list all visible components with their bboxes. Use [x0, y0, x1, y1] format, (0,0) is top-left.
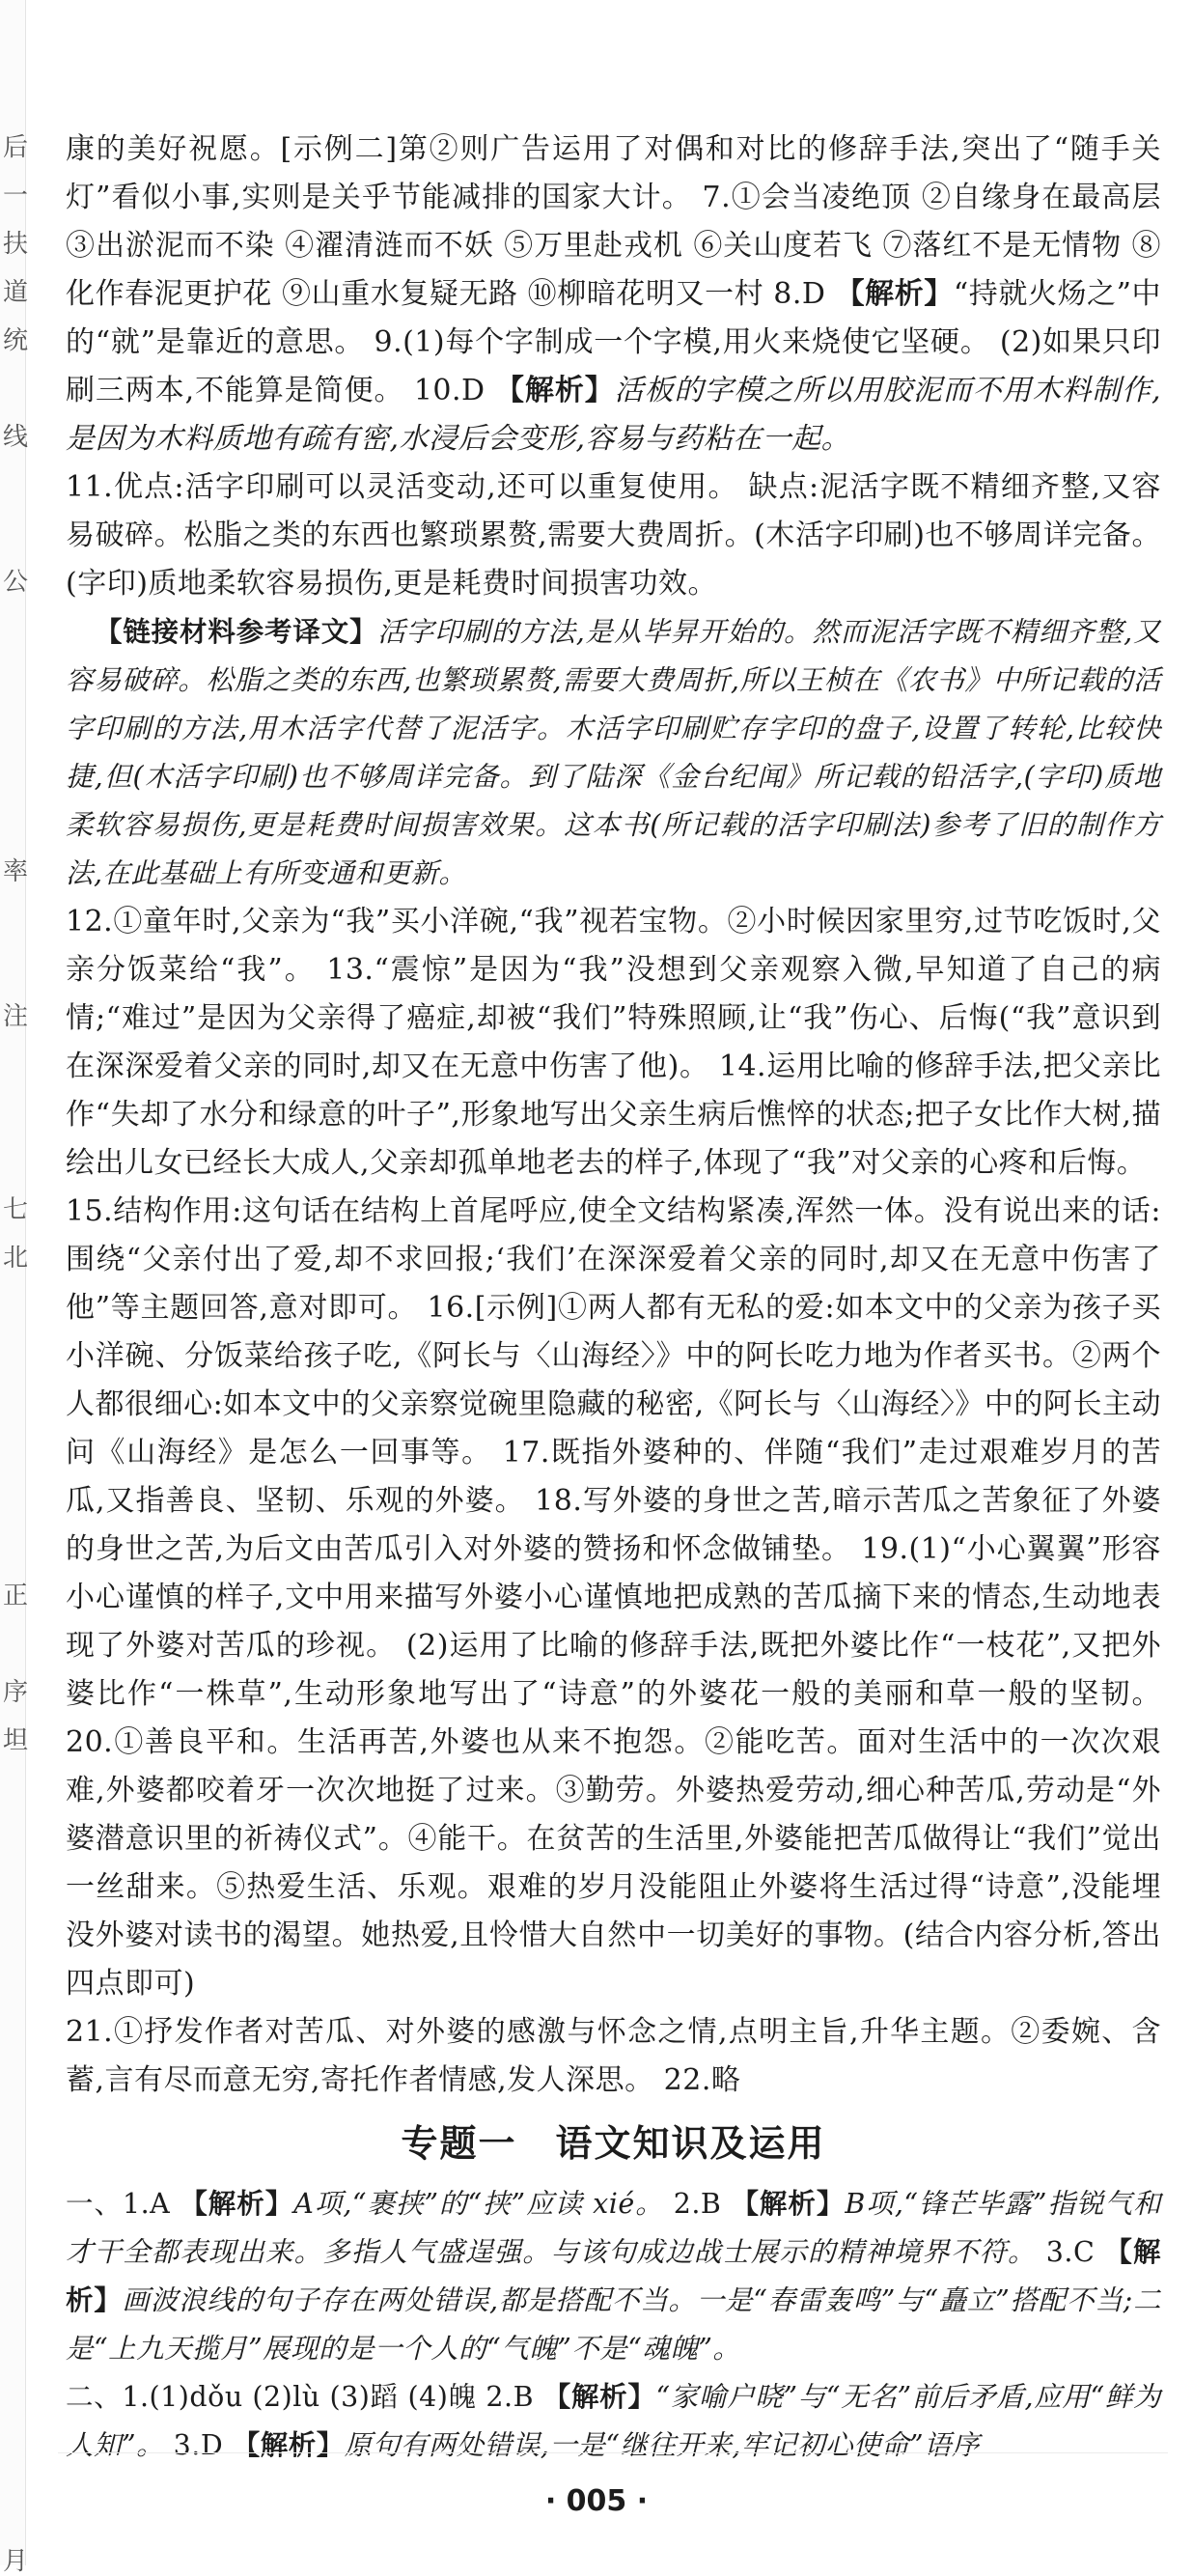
answer-content — [66, 126, 1161, 2470]
bottom-divider — [58, 2452, 1168, 2453]
gutter-char: 道 — [3, 278, 29, 307]
gutter-char: 后 — [3, 133, 29, 162]
gutter-char: 率 — [3, 857, 29, 886]
analysis-tag: 【解析】 — [542, 2381, 656, 2413]
analysis-tag: 【解析】 — [835, 277, 954, 311]
link-material-translation — [66, 608, 1161, 898]
analysis-tag: 【解析】 — [495, 374, 615, 407]
analysis-tag: 【解析】 — [180, 2188, 294, 2220]
gutter-char: 统 — [3, 326, 29, 355]
gutter-char: 正 — [3, 1582, 29, 1610]
analysis-text: “持就火炀之”中的“就”是靠近的意思。 — [66, 277, 1161, 359]
answer-label: 2.B — [663, 2188, 732, 2220]
analysis-tag: 【解析】 — [66, 2236, 1161, 2316]
analysis-tag: 【解析】 — [731, 2188, 846, 2220]
answer-label: 3.D — [164, 2429, 233, 2461]
analysis-text: 活板的字模之所以用胶泥而不用木料制作,是因为木料质地有疏有密,水浸后会变形,容易与药粘在一起。 — [66, 374, 1161, 456]
analysis-text: B项,“锋芒毕露”指锐气和才干全都表现出来。多指人气盛逞强。与该句成边战士展示的精神境界不符。 — [66, 2188, 1161, 2268]
answer-text: 9.(1)每个字制成一个字模,用火来烧使它坚硬。 (2)如果只印刷三两本,不能算是简便。 10.D — [66, 325, 1161, 407]
answer-paragraph-11: 11.优点:活字印刷可以灵活变动,还可以重复使用。 缺点:泥活字既不精细齐整,又容易破碎。松脂之类的东西也繁琐累赘,需要大费周折。(木活字印刷)也不够周详完备。(字印)质地柔软容易损伤,更是耗费时间损害功效。 — [66, 470, 1161, 601]
gutter-char: 坦 — [3, 1726, 29, 1755]
section-title: 专题一 语文知识及运用 — [401, 2122, 826, 2165]
answer-paragraph-15: 15.结构作用:这句话在结构上首尾呼应,使全文结构紧凑,浑然一体。没有说出来的话:围绕“父亲付出了爱,却不求回报;‘我们’在深深爱着父亲的同时,却又在无意中伤害了他”等主题回答,意对即可。 16.[示例]①两人都有无私的爱:如本文中的父亲为孩子买小洋碗、分饭菜给孩子吃,《阿长与〈山海经〉》中的阿长吃力地为作者买书。②两个人都很细心:如本文中的父亲察觉碗里隐藏的秘密,《阿长与〈山海经〉》中的阿长主动问《山海经》是怎么一回事等。 17.既指外婆种的、伴随“我们”走过艰难岁月的苦瓜,又指善良、坚韧、乐观的外婆。 18.写外婆的身世之苦,暗示苦瓜之苦象征了外婆的身世之苦,为后文由苦瓜引入对外婆的赞扬和怀念做铺垫。 19.(1)“小心翼翼”形容小心谨慎的样子,文中用来描写外婆小心谨慎地把成熟的苦瓜摘下来的情态,生动地表现了外婆对苦瓜的珍视。 (2)运用了比喻的修辞手法,既把外婆比作“一枝花”,又把外婆比作“一株草”,生动形象地写出了“诗意”的外婆花一般的美丽和草一般的坚韧。 20.①善良平和。生活再苦,外婆也从来不抱怨。②能吃苦。面对生活中的一次次艰难,外婆都咬着牙一次次地挺了过来。③勤劳。外婆热爱劳动,细心种苦瓜,劳动是“外婆潜意识里的祈祷仪式”。④能干。在贫苦的生活里,外婆能把苦瓜做得让“我们”觉出一丝甜来。⑤热爱生活、乐观。艰难的岁月没能阻止外婆将生活过得“诗意”,没能埋没外婆对读书的渴望。她热爱,且怜惜大自然中一切美好的事物。(结合内容分析,答出四点即可) — [66, 1194, 1161, 2001]
gutter-char: 月 — [3, 2547, 29, 2576]
analysis-text: “家喻户晓”与“无名”前后矛盾,应用“鲜为人知”。 — [66, 2381, 1161, 2461]
answer-label: 二、1.(1)dǒu (2)lù (3)蹈 (4)魄 2.B — [66, 2381, 543, 2413]
gutter-char: 公 — [3, 568, 29, 597]
analysis-text: 原句有两处错误,一是“继往开来,牢记初心使命”语序 — [344, 2429, 981, 2461]
answer-label: 3.C — [1036, 2236, 1105, 2268]
gutter-char: 序 — [3, 1678, 29, 1707]
answer-label: 一、1.A — [66, 2188, 180, 2220]
answer-paragraph-21: 21.①抒发作者对苦瓜、对外婆的感激与怀念之情,点明主旨,升华主题。②委婉、含蓄,言有尽而意无穷,寄托作者情感,发人深思。 22.略 — [66, 2015, 1161, 2097]
left-margin-strip — [0, 0, 29, 2576]
gutter-char: 北 — [3, 1244, 29, 1273]
link-material-text: 活字印刷的方法,是从毕昇开始的。然而泥活字既不精细齐整,又容易破碎。松脂之类的东西,也繁琐累赘,需要大费周折,所以王桢在《农书》中所记载的活字印刷的方法,用木活字代替了泥活字。木活字印刷贮存字印的盘子,设置了转轮,比较快捷,但(木活字印刷)也不够周详完备。到了陆深《金台纪闻》所记载的铅活字,(字印)质地柔软容易损伤,更是耗费时间损害效果。这本书(所记载的活字印刷法)参考了旧的制作方法,在此基础上有所变通和更新。 — [66, 616, 1161, 889]
answer-paragraph-1 — [66, 126, 1161, 463]
analysis-text: A项,“裹挟”的“挟”应读 xié。 — [293, 2188, 664, 2220]
section-two-answers — [66, 2373, 1161, 2470]
section-one-answers — [66, 2180, 1161, 2373]
gutter-char: 线 — [3, 423, 29, 452]
spacer — [364, 325, 374, 359]
link-material-tag: 【链接材料参考译文】 — [95, 616, 378, 648]
gutter-char: 七 — [3, 1195, 29, 1224]
gutter-char: 注 — [3, 1002, 29, 1031]
answer-paragraph-12: 12.①童年时,父亲为“我”买小洋碗,“我”视若宝物。②小时候因家里穷,过节吃饭时,父亲分饭菜给“我”。 13.“震惊”是因为“我”没想到父亲观察入微,早知道了自己的病情;“难过”是因为父亲得了癌症,却被“我们”特殊照顾,让“我”伤心、后悔(“我”意识到在深深爱着父亲的同时,却又在无意中伤害了他)。 14.运用比喻的修辞手法,把父亲比作“失却了水分和绿意的叶子”,形象地写出父亲生病后憔悴的状态;把子女比作大树,描绘出儿女已经长大成人,父亲却孤单地老去的样子,体现了“我”对父亲的心疼和后悔。 — [66, 905, 1161, 1180]
gutter-char: 一 — [3, 182, 29, 210]
analysis-text: 画波浪线的句子存在两处错误,都是搭配不当。一是“春雷轰鸣”与“矗立”搭配不当;二是“上九天揽月”展现的是一个人的“气魄”不是“魂魄”。 — [66, 2284, 1161, 2365]
answer-text: 康的美好祝愿。[示例二]第②则广告运用了对偶和对比的修辞手法,突出了“随手关灯”看似小事,实则是关乎节能减排的国家大计。 7.①会当凌绝顶 ②自缘身在最高层 ③出淤泥而不染 ④濯清涟而不妖 ⑤万里赴戎机 ⑥关山度若飞 ⑦落红不是无情物 ⑧化作春泥更护花 ⑨山重水复疑无路 ⑩柳暗花明又一村 8.D — [66, 132, 1161, 311]
gutter-char: 扶 — [3, 230, 29, 259]
analysis-tag: 【解析】 — [232, 2429, 345, 2461]
page-number: · 005 · — [544, 2484, 649, 2518]
